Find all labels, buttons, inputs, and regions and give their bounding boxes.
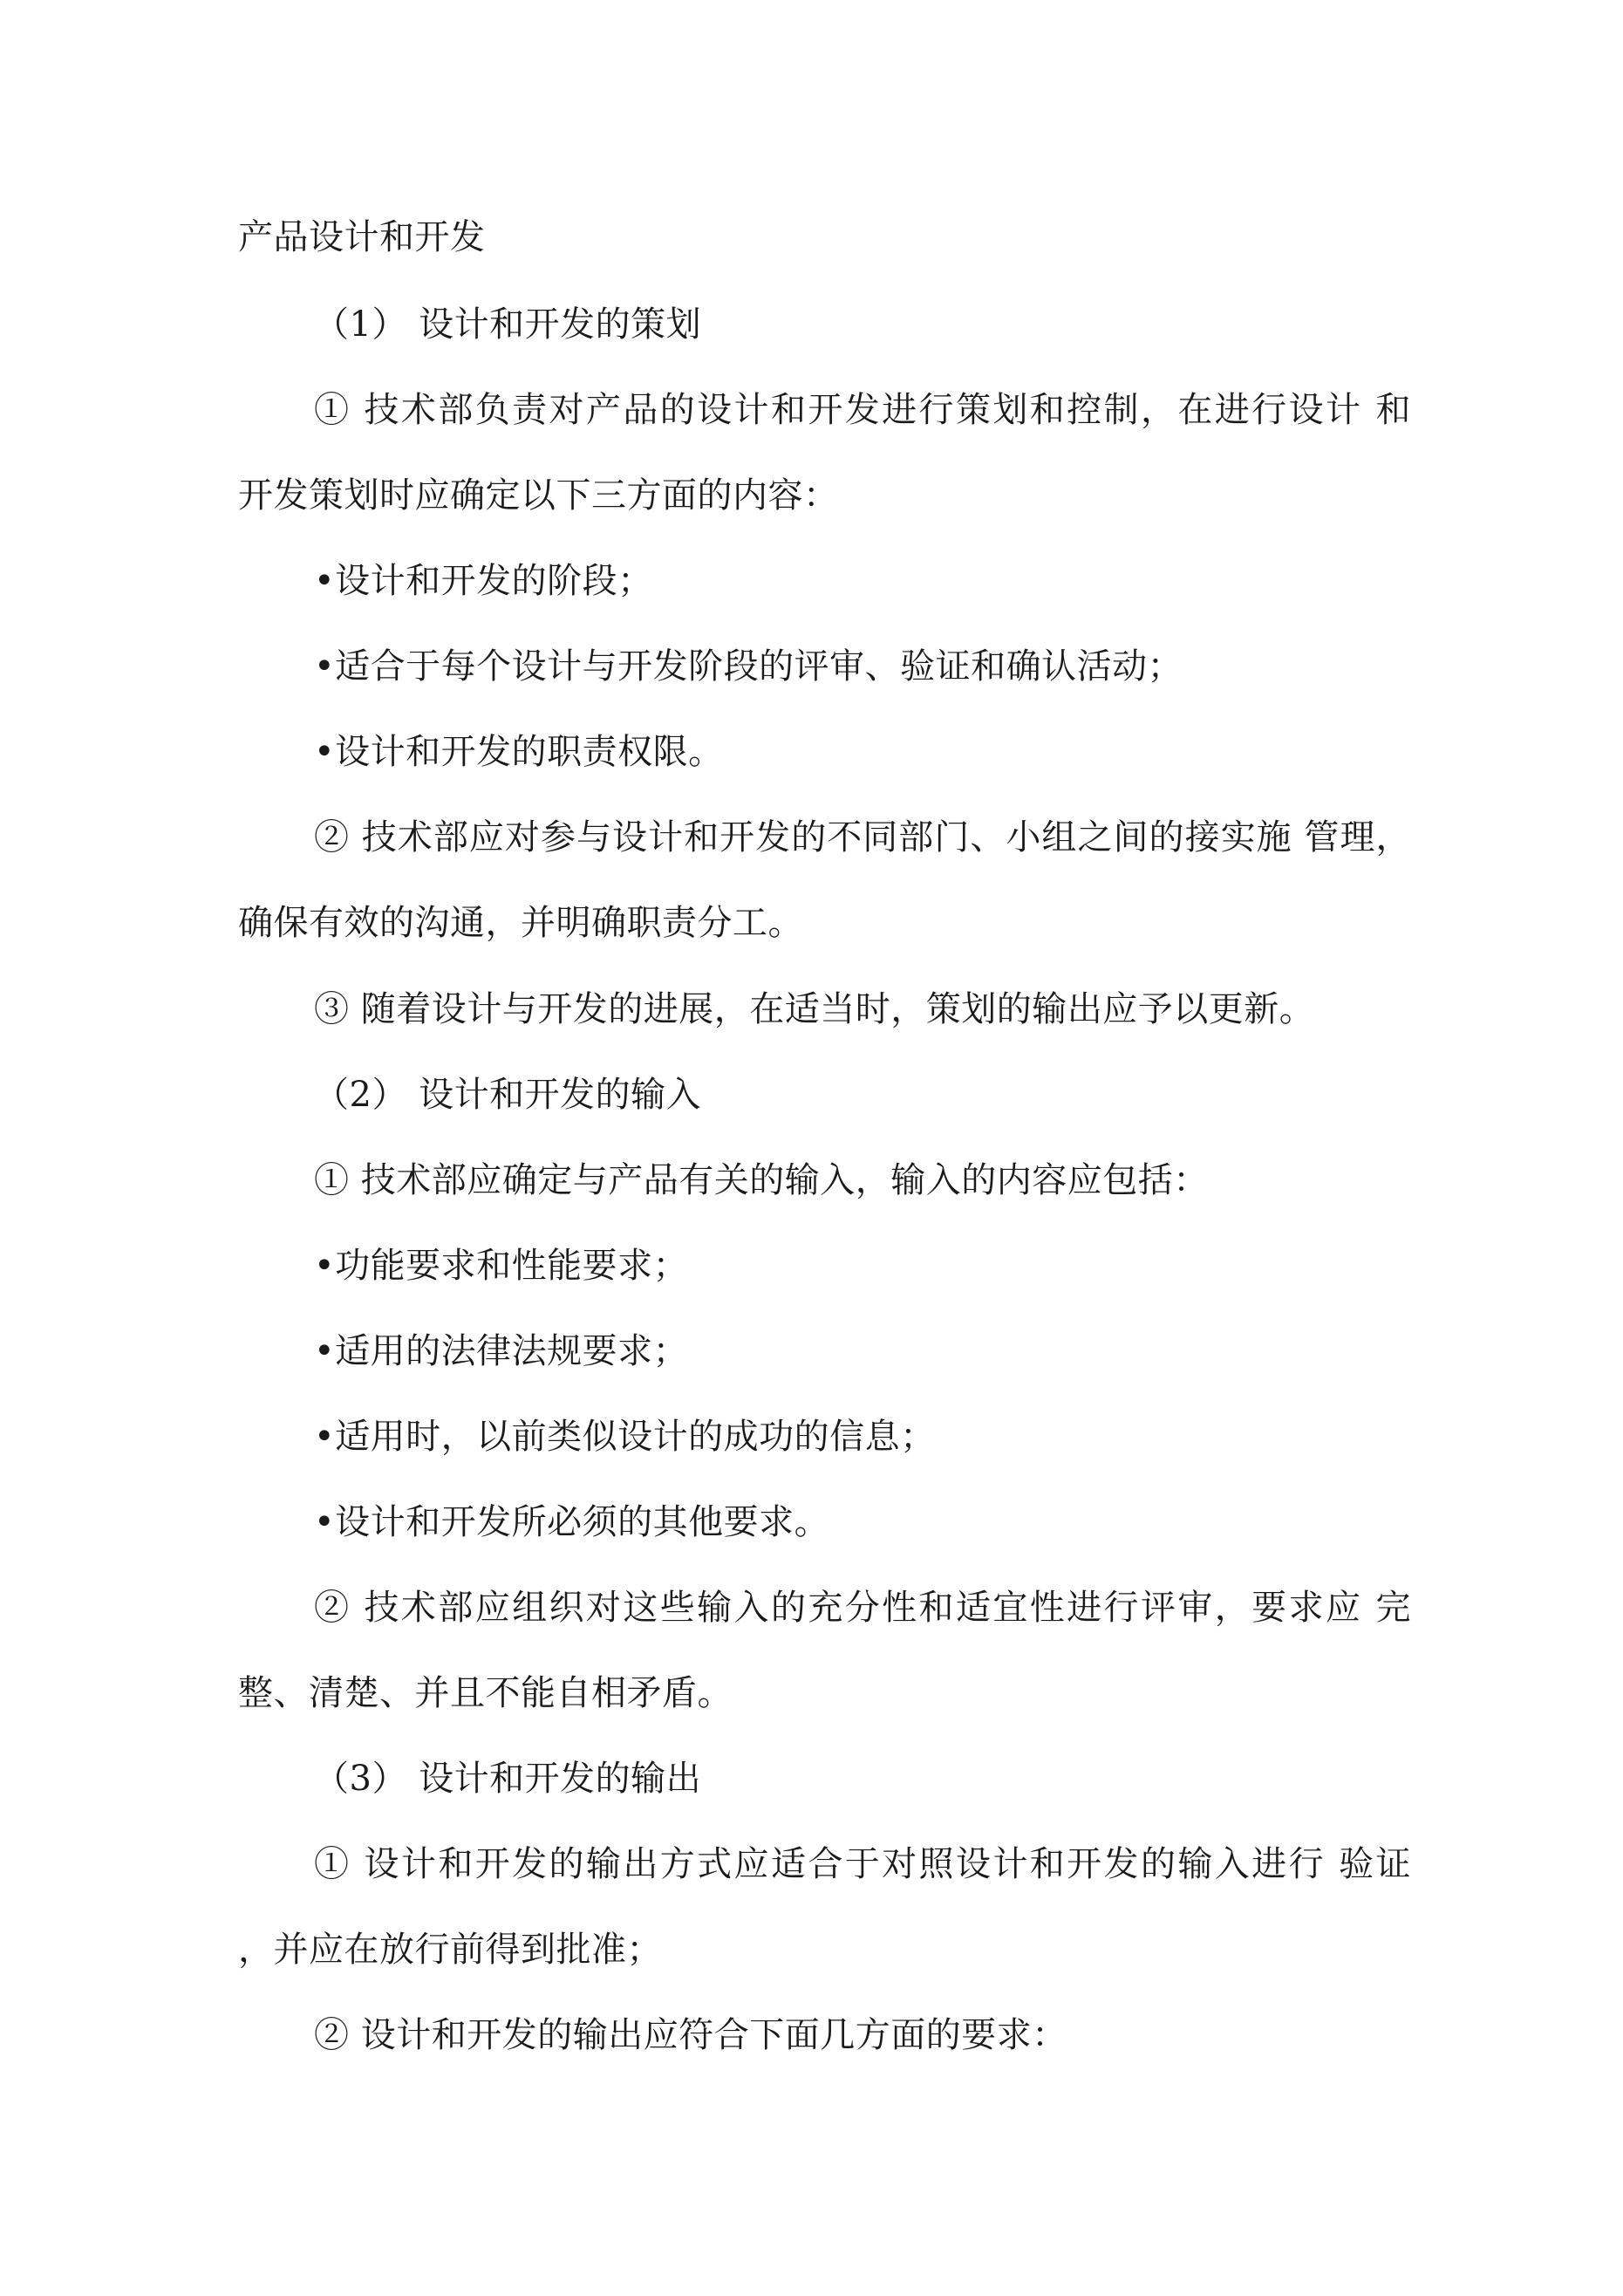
paragraph-line: ② 技术部应组织对这些输入的充分性和适宜性进行评审，要求应 完 [314,1588,1411,1628]
subsection-heading: （3） 设计和开发的输出 [314,1759,702,1799]
bullet-item: •设计和开发的阶段； [314,561,653,601]
bullet-item: •适用的法律法规要求； [314,1331,689,1371]
paragraph-line: ，并应在放行前得到批准； [238,1930,662,1970]
bullet-item: •设计和开发所必须的其他要求。 [314,1502,830,1542]
subsection-heading: （1） 设计和开发的策划 [314,304,702,345]
bullet-item: •功能要求和性能要求； [314,1246,689,1286]
paragraph-line: ① 设计和开发的输出方式应适合于对照设计和开发的输入进行 验证 [314,1844,1411,1884]
bullet-item: •设计和开发的职责权限。 [314,732,724,772]
bullet-item: •适用时，以前类似设计的成功的信息； [314,1417,936,1457]
subsection-heading: （2） 设计和开发的输入 [314,1075,702,1115]
paragraph-line: 整、清楚、并且不能自相矛盾。 [238,1673,733,1713]
paragraph-line: ② 技术部应对参与设计和开发的不同部门、小组之间的接实施 管理， [314,817,1411,858]
paragraph-line: ① 技术部应确定与产品有关的输入，输入的内容应包括： [314,1160,1209,1200]
paragraph-line: 确保有效的沟通，并明确职责分工。 [238,903,803,943]
section-title: 产品设计和开发 [238,217,486,257]
paragraph-line: ③ 随着设计与开发的进展，在适当时，策划的输出应予以更新。 [314,989,1315,1029]
bullet-item: •适合于每个设计与开发阶段的评审、验证和确认活动； [314,646,1183,687]
paragraph-line: 开发策划时应确定以下三方面的内容： [238,475,839,516]
paragraph-line: ② 设计和开发的输出应符合下面几方面的要求： [314,2015,1067,2055]
paragraph-line: ① 技术部负责对产品的设计和开发进行策划和控制，在进行设计 和 [314,390,1411,430]
